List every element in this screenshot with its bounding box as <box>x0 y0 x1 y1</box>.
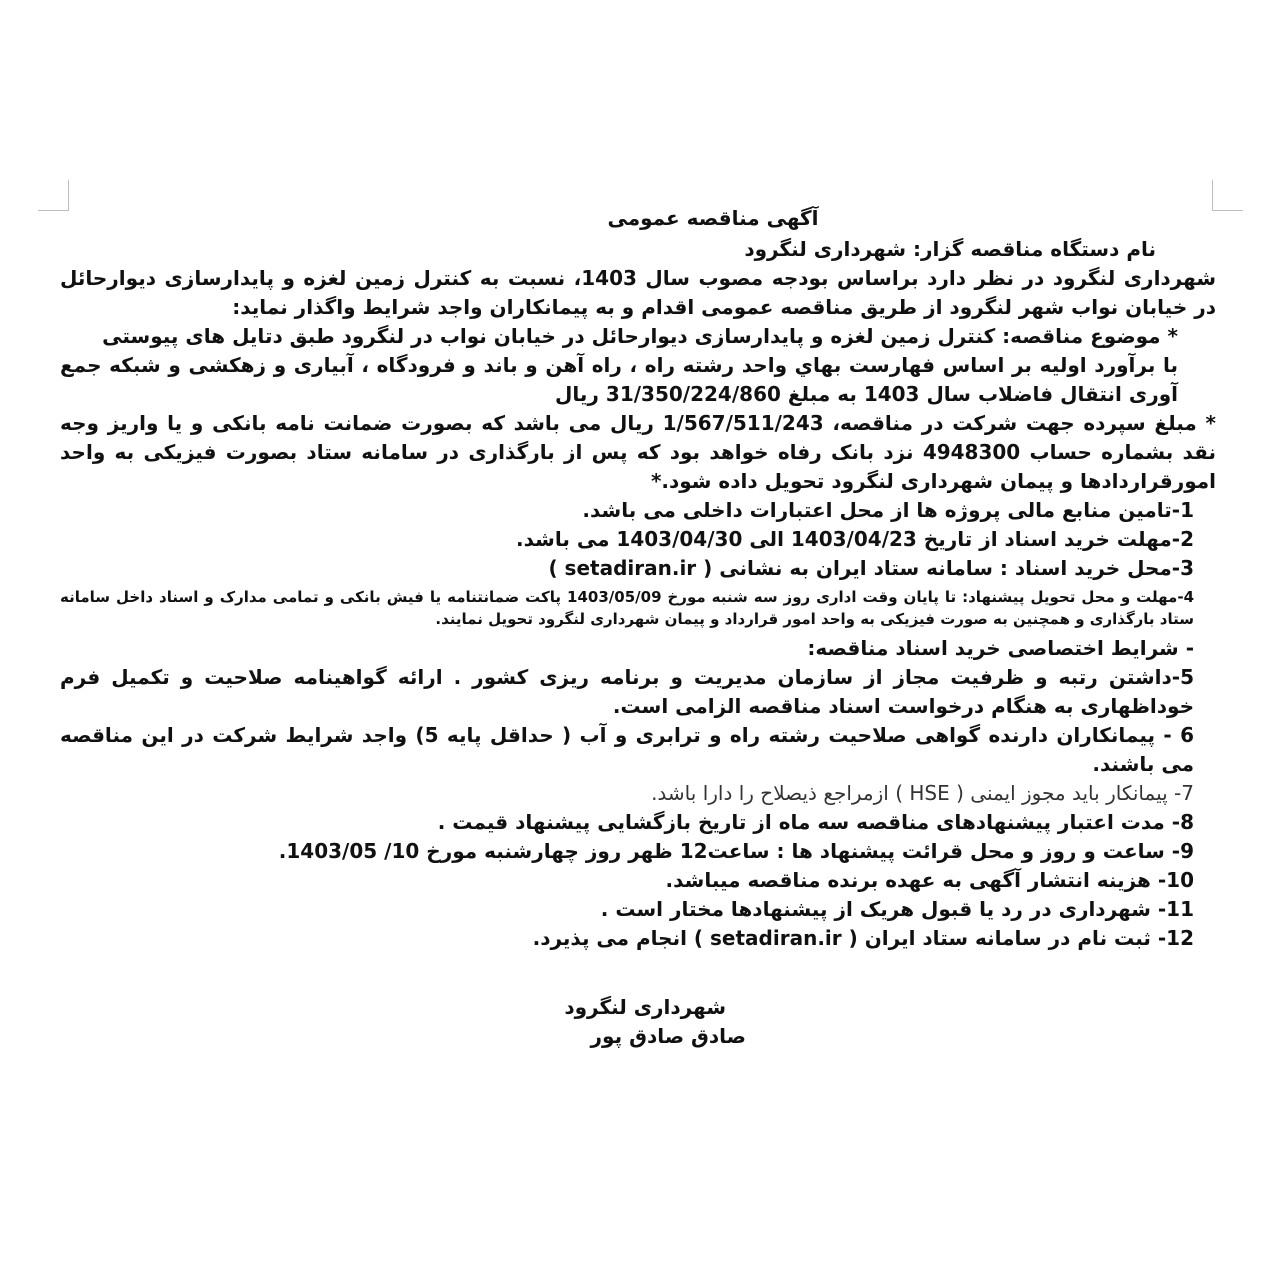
subject-continuation: با برآورد اولیه بر اساس فهارست بهاي واحد رشته راه ، راه آهن و باند و فرودگاه ، آبیاری و زهکشی و شبکه جمع آوری انتقال فاضلاب سال 1403 به مبلغ 31/350/224/860 ریال <box>60 353 1178 406</box>
signature-name: صادق صادق پور <box>590 1024 746 1048</box>
item-11: 11- شهرداری در رد یا قبول هریک از پیشنهادها مختار است . <box>600 897 1194 921</box>
notice-title: آگهی مناقصه عمومی <box>607 206 819 230</box>
item-1: 1-تامین منابع مالی پروژه ها از محل اعتبارات داخلی می باشد. <box>582 498 1194 522</box>
item-3: 3-محل خرید اسناد : سامانه ستاد ایران به نشانی ( setadiran.ir ) <box>548 556 1194 580</box>
item-4: 4-مهلت و محل تحویل پیشنهاد: تا پایان وقت اداری روز سه شنبه مورخ 1403/05/09 پاکت ضمانتنامه یا فیش بانکی و تمامی مدارک و اسناد داخل سامانه ستاد بارگذاری و همچنین به صورت فیزیکی به واحد امور قرارداد و پیمان شهرداری لنگرود تحویل نمایند. <box>60 588 1195 628</box>
signature-org: شهرداری لنگرود <box>564 995 726 1019</box>
tender-notice <box>60 204 1216 1051</box>
intro-paragraph: شهرداری لنگرود در نظر دارد براساس بودجه مصوب سال 1403، نسبت به کنترل زمین لغزه و پایدارسازی دیوارحائل در خیابان نواب شهر لنگرود از طریق مناقصه عمومی اقدام و به پیمانکاران واجد شرایط واگذار نماید: <box>60 266 1216 319</box>
subject-line: * موضوع مناقصه: کنترل زمین لغزه و پایدارسازی دیوارحائل در خیابان نواب در لنگرود طبق دتایل های پیوستی <box>102 324 1178 348</box>
item-8: 8- مدت اعتبار پیشنهادهای مناقصه سه ماه از تاریخ بازگشایی پیشنهاد قیمت . <box>437 810 1194 834</box>
crop-mark-right <box>1212 180 1243 211</box>
item-10: 10- هزینه انتشار آگهی به عهده برنده مناقصه میباشد. <box>665 868 1194 892</box>
item-12: 12- ثبت نام در سامانه ستاد ایران ( setadiran.ir ) انجام می پذیرد. <box>532 926 1194 950</box>
item-9: 9- ساعت و روز و محل قرائت پیشنهاد ها : ساعت12 ظهر روز چهارشنبه مورخ 10/ 1403/05. <box>278 839 1194 863</box>
special-conditions-heading: - شرایط اختصاصی خرید اسناد مناقصه: <box>807 636 1194 660</box>
item-6: 6 - پیمانکاران دارنده گواهی صلاحیت رشته راه و ترابری و آب ( حداقل پایه 5) واجد شرایط شرکت در این مناقصه می باشند. <box>60 723 1194 776</box>
item-2: 2-مهلت خرید اسناد از تاریخ 1403/04/23 الی 1403/04/30 می باشد. <box>516 527 1194 551</box>
organizer-line: نام دستگاه مناقصه گزار: شهرداری لنگرود <box>744 237 1156 261</box>
item-5: 5-داشتن رتبه و ظرفیت مجاز از سازمان مدیریت و برنامه ریزی کشور . ارائه گواهینامه صلاحیت و تکمیل فرم خوداظهاری به هنگام درخواست اسناد مناقصه الزامی است. <box>60 665 1194 718</box>
item-7: 7- پیمانکار باید مجوز ایمنی ( HSE ) ازمراجع ذیصلاح را دارا باشد. <box>651 781 1194 805</box>
deposit-paragraph: * مبلغ سپرده جهت شرکت در مناقصه، 1/567/511/243 ریال می باشد که بصورت ضمانت نامه بانکی و یا واریز وجه نقد بشماره حساب 4948300 نزد بانک رفاه خواهد بود که پس از بارگذاری در سامانه ستاد بصورت فیزیکی به واحد امورقراردادها و پیمان شهرداری لنگرود تحویل داده شود.* <box>60 411 1216 493</box>
